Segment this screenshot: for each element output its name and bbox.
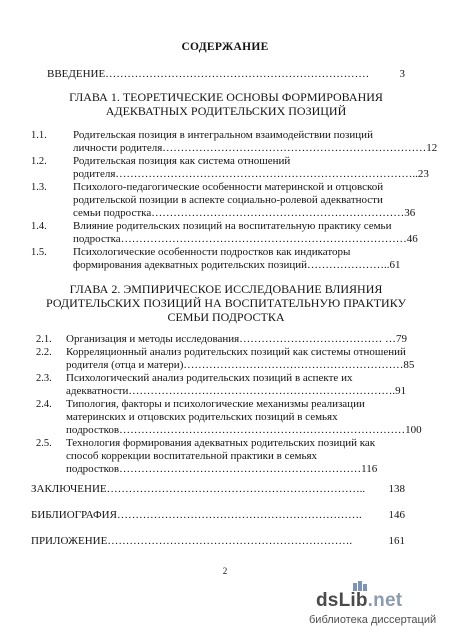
- toc-item-line: способ коррекции воспитательной практики в семьях: [66, 450, 318, 462]
- toc-item-line: Организация и методы исследования………………………………… …79: [66, 333, 407, 345]
- toc-item-line: родителя………………………………………………………………………..23: [73, 168, 429, 180]
- toc-item-line: Психологический анализ родительских позиций в аспекте их: [66, 372, 353, 384]
- toc-item-line: Влияние родительских позиций на воспитательную практику семьи: [73, 220, 392, 232]
- chapter-2-title-line-1: ГЛАВА 2. ЭМПИРИЧЕСКОЕ ИССЛЕДОВАНИЕ ВЛИЯНИЯ: [69, 282, 383, 296]
- watermark-site-main: dsLib: [316, 590, 368, 611]
- toc-entry-conclusion: ЗАКЛЮЧЕНИЕ……………………………………………………………..: [31, 483, 366, 495]
- toc-entry-appendix: ПРИЛОЖЕНИЕ………………………………………………………….: [31, 535, 353, 547]
- toc-item-line: Типология, факторы и психологические механизмы реализации: [66, 398, 365, 410]
- toc-item-line: Психолого-педагогические особенности материнской и отцовской: [73, 181, 384, 193]
- toc-item-number: 2.1.: [36, 334, 52, 345]
- toc-entry-page: 3: [399, 68, 405, 80]
- toc-item-number: 2.3.: [36, 373, 52, 384]
- toc-item-line: Психологические особенности подростков как индикаторы: [73, 246, 351, 258]
- toc-item-number: 1.3.: [31, 182, 47, 193]
- chapter-2-title-line-3: СЕМЬИ ПОДРОСТКА: [167, 310, 285, 324]
- watermark-site: [316, 590, 402, 612]
- toc-item-line: адекватности……………………………………………………………….91: [66, 385, 407, 397]
- toc-entry-page: 146: [388, 509, 405, 521]
- watermark-subtitle: библиотека диссертаций: [309, 614, 437, 626]
- toc-item-number: 1.5.: [31, 247, 47, 258]
- toc-item-line: родителя (отца и матери)……………………………………………………85: [66, 359, 415, 371]
- toc-item-line: материнских и отцовских родительских позиций в семьях: [66, 411, 338, 423]
- toc-item-line: личности родителя………………………………………………………………12: [73, 142, 438, 154]
- toc-item-number: 2.5.: [36, 438, 52, 449]
- toc-item-line: Корреляционный анализ родительских позиций как системы отношений: [66, 346, 406, 358]
- toc-item-line: Технология формирования адекватных родительских позиций как: [66, 437, 376, 449]
- toc-item-line: подростков…………………………………………………………116: [66, 463, 378, 475]
- chapter-1-title-line-2: АДЕКВАТНЫХ РОДИТЕЛЬСКИХ ПОЗИЦИЙ: [105, 104, 347, 118]
- toc-entry-page: 138: [388, 483, 405, 495]
- chapter-1-title-line-1: ГЛАВА 1. ТЕОРЕТИЧЕСКИЕ ОСНОВЫ ФОРМИРОВАНИЯ: [69, 90, 383, 104]
- toc-item-line: подростков……………………………………………………………………100: [66, 424, 422, 436]
- watermark-site-tld: .net: [367, 590, 403, 611]
- toc-item-number: 1.1.: [31, 130, 47, 141]
- chapter-2-title-line-2: РОДИТЕЛЬСКИХ ПОЗИЦИЙ НА ВОСПИТАТЕЛЬНУЮ ПРАКТИКУ: [46, 296, 406, 310]
- toc-item-number: 2.2.: [36, 347, 52, 358]
- toc-item-line: семьи подростка……………………………………………………………36: [73, 207, 416, 219]
- page-number: 2: [222, 566, 228, 576]
- page-title: СОДЕРЖАНИЕ: [181, 41, 269, 53]
- toc-item-line: формирования адекватных родительских позиций…………………..61: [73, 259, 401, 271]
- toc-item-number: 1.4.: [31, 221, 47, 232]
- toc-entry-intro: [47, 68, 369, 81]
- toc-entry-bibliography: БИБЛИОГРАФИЯ………………………………………………………….: [31, 509, 362, 521]
- toc-item-line: родительской позиции в аспекте социально-ролевой адекватности: [73, 194, 383, 206]
- toc-item-number: 2.4.: [36, 399, 52, 410]
- toc-item-line: подростка……………………………………………………………………46: [73, 233, 418, 245]
- toc-item-line: Родительская позиция как система отношений: [73, 155, 291, 167]
- toc-entry-label: ВВЕДЕНИЕ………………………………………………………………: [47, 68, 370, 80]
- toc-item-number: 1.2.: [31, 156, 47, 167]
- toc-entry-page: 161: [388, 535, 405, 547]
- toc-item-line: Родительская позиция в интегральном взаимодействии позиций: [73, 129, 373, 141]
